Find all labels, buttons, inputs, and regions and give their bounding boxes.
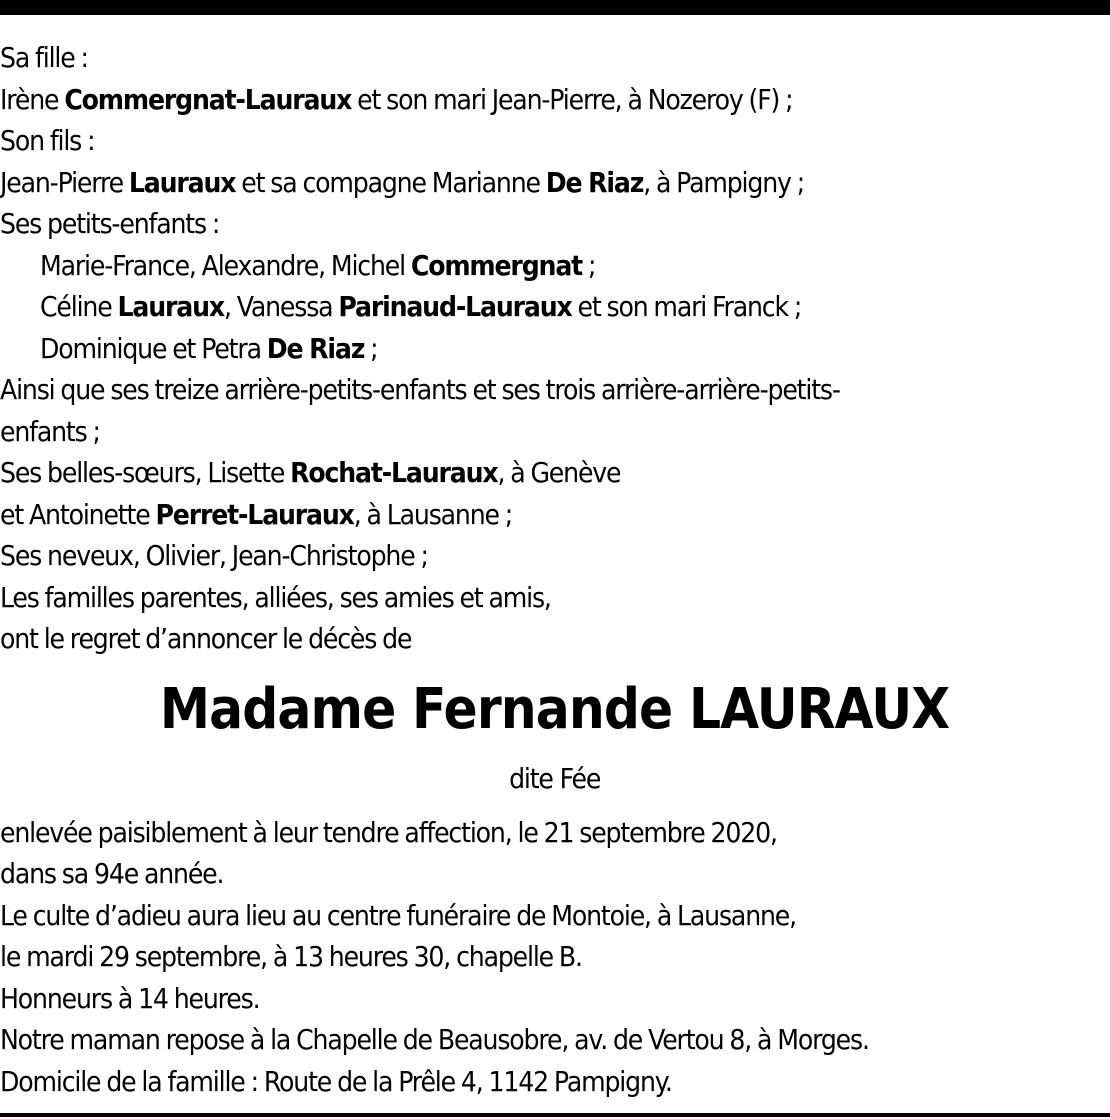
family-text: ont le regret d’annoncer le décès de [0,622,412,655]
family-name: Perret-Lauraux [155,498,354,531]
family-text: Ainsi que ses treize arrière-petits-enfants et ses trois arrière-arrière-petits- [0,373,840,406]
family-name: Rochat-Lauraux [290,456,498,489]
family-text: et Antoinette [0,498,156,531]
detail-line: Notre maman repose à la Chapelle de Beausobre, av. de Vertou 8, à Morges. [0,1023,869,1056]
family-name: Commergnat-Lauraux [64,83,352,116]
family-name: Lauraux [128,166,236,199]
family-line [40,328,377,370]
family-name: De Riaz [266,332,365,365]
family-text: , Vanessa [223,290,339,323]
family-text: Son fils : [0,124,95,157]
family-name: Commergnat [410,249,583,282]
family-text: et sa compagne Marianne [235,166,546,199]
family-text: Céline [40,290,118,323]
family-line [0,535,428,577]
detail-line: Le culte d’adieu aura lieu au centre funéraire de Montoie, à Lausanne, [0,899,796,932]
family-text: Ses neveux, Olivier, Jean-Christophe ; [0,539,428,572]
family-text: Sa fille : [0,41,88,74]
family-line [40,286,801,328]
family-line [0,411,100,453]
family-line [0,162,804,204]
family-text: Jean-Pierre [0,166,129,199]
family-text: Ses belles-sœurs, Lisette [0,456,291,489]
family-line [0,79,792,121]
family-text: enfants ; [0,415,100,448]
family-text: , à Pampigny ; [643,166,805,199]
detail-line: le mardi 29 septembre, à 13 heures 30, chapelle B. [0,940,582,973]
family-line [0,203,219,245]
family-line [0,37,88,79]
family-line [0,120,94,162]
detail-line: Domicile de la famille : Route de la Prêle 4, 1142 Pampigny. [0,1065,672,1098]
top-rule [0,0,1110,15]
family-text: Ses petits-enfants : [0,207,220,240]
deceased-name: Madame Fernande LAURAUX [160,677,950,742]
family-text: ; [364,332,378,365]
family-line [40,245,595,287]
family-line [0,577,551,619]
family-line [0,369,840,411]
family-name: Lauraux [117,290,224,323]
family-text: Les familles parentes, alliées, ses amies et amis, [0,581,551,614]
bottom-rule [0,1113,1110,1117]
family-text: Marie-France, Alexandre, Michel [40,249,411,282]
family-text: Dominique et Petra [40,332,267,365]
family-line [0,452,620,494]
family-text: et son mari Franck ; [571,290,802,323]
family-text: , à Lausanne ; [353,498,513,531]
family-line [0,618,411,660]
deceased-nickname: dite Fée [509,762,601,795]
detail-line: enlevée paisiblement à leur tendre affection, le 21 septembre 2020, [0,816,777,849]
detail-line: Honneurs à 14 heures. [0,982,260,1015]
family-text: , à Genève [497,456,621,489]
family-text: Irène [0,83,65,116]
family-name: De Riaz [545,166,644,199]
family-text: ; [582,249,596,282]
family-line [0,494,512,536]
family-text: et son mari Jean-Pierre, à Nozeroy (F) ; [351,83,793,116]
detail-line: dans sa 94e année. [0,857,224,890]
family-name: Parinaud-Lauraux [338,290,572,323]
